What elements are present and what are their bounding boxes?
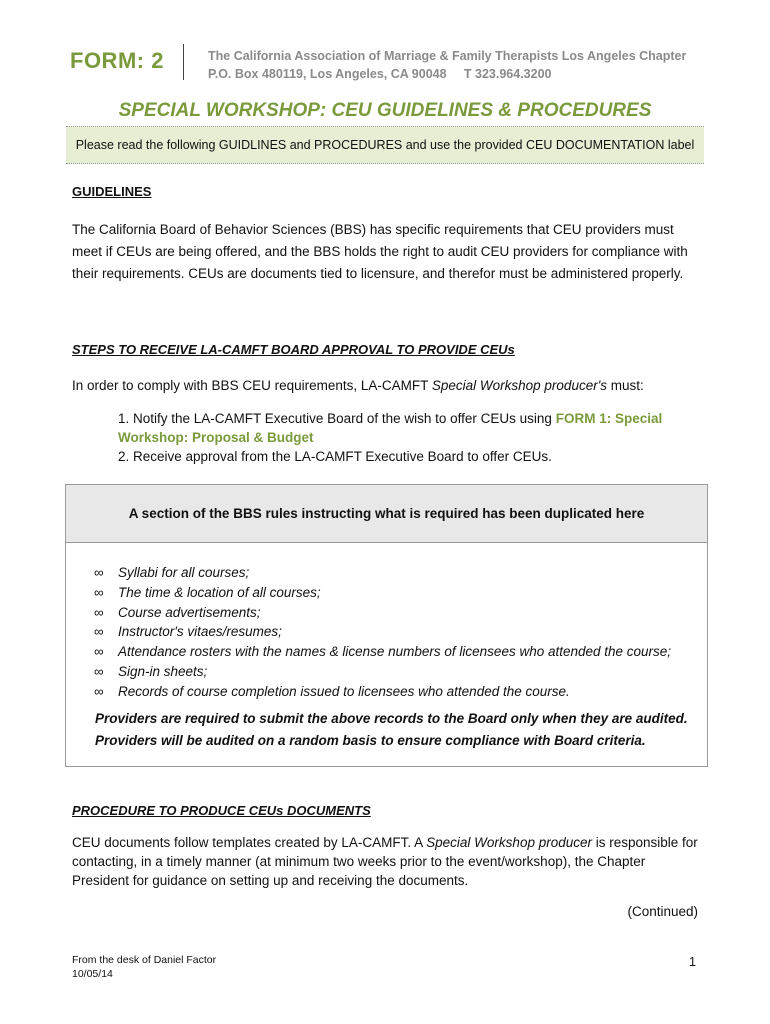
notice-text: Please read the following GUIDLINES and PROCEDURES and use the provided CEU DOCUMENTATION label [75, 138, 695, 152]
steps-heading: STEPS TO RECEIVE LA-CAMFT BOARD APPROVAL TO PROVIDE CEUs [72, 342, 515, 357]
list-item: ∞ Sign-in sheets; [94, 662, 671, 682]
bbs-requirements-list [94, 563, 671, 702]
footer-author: From the desk of Daniel Factor [72, 954, 217, 966]
step-2: 2. Receive approval from the LA-CAMFT Executive Board to offer CEUs. [118, 449, 552, 464]
list-item: ∞ The time & location of all courses; [94, 583, 671, 603]
infinity-bullet-icon: ∞ [94, 644, 104, 660]
infinity-bullet-icon: ∞ [94, 624, 104, 640]
form-number: FORM: 2 [70, 48, 164, 73]
footer [72, 953, 216, 981]
infinity-bullet-icon: ∞ [94, 584, 104, 600]
steps-list [118, 409, 698, 466]
bbs-rules-box [65, 484, 708, 767]
page-number: 1 [689, 955, 696, 969]
org-address: P.O. Box 480119, Los Angeles, CA 90048 T 323.964.3200 [208, 67, 552, 81]
org-info [208, 47, 686, 83]
list-item: ∞ Instructor's vitaes/resumes; [94, 622, 671, 642]
audit-note: Providers are required to submit the above records to the Board only when they are audited. Providers will be audited on a random basis to ensure compliance with Board criteria. [95, 711, 688, 748]
list-item: ∞ Course advertisements; [94, 603, 671, 623]
continued-note: (Continued) [627, 904, 698, 919]
notice-banner [66, 126, 704, 164]
procedure-body: CEU documents follow templates created by LA-CAMFT. A Special Workshop producer is responsible for contacting, in a timely manner (at minimum two weeks prior to the event/workshop), the Chapter President for guidance on setting up and receiving the documents. [72, 835, 698, 888]
bbs-box-heading: A section of the BBS rules instructing what is required has been duplicated here [66, 485, 707, 543]
list-item: ∞ Syllabi for all courses; [94, 563, 671, 583]
list-item: ∞ Records of course completion issued to licensees who attended the course. [94, 682, 671, 702]
step-1: 1. Notify the LA-CAMFT Executive Board of the wish to offer CEUs using FORM 1: Special Workshop: Proposal & Budget [118, 411, 663, 445]
infinity-bullet-icon: ∞ [94, 683, 104, 699]
org-name: The California Association of Marriage & Family Therapists Los Angeles Chapter [208, 49, 687, 63]
page-title: SPECIAL WORKSHOP: CEU GUIDELINES & PROCEDURES [118, 100, 652, 121]
infinity-bullet-icon: ∞ [94, 604, 104, 620]
header-divider [183, 44, 184, 80]
steps-intro: In order to comply with BBS CEU requirements, LA-CAMFT Special Workshop producer's must: [72, 378, 644, 393]
infinity-bullet-icon: ∞ [94, 565, 104, 580]
guidelines-heading: GUIDELINES [72, 184, 152, 199]
guidelines-body: The California Board of Behavior Sciences (BBS) has specific requirements that CEU providers must meet if CEUs are being offered, and the BBS holds the right to audit CEU providers for compliance with their requirements. CEUs are documents tied to licensure, and therefor must be administered properly. [72, 222, 688, 281]
infinity-bullet-icon: ∞ [94, 663, 104, 679]
procedure-heading: PROCEDURE TO PRODUCE CEUs DOCUMENTS [72, 803, 371, 818]
footer-date: 10/05/14 [72, 968, 113, 980]
list-item: ∞ Attendance rosters with the names & license numbers of licensees who attended the course; [94, 642, 671, 662]
form1-reference-link[interactable]: FORM 1: Special Workshop: Proposal & Budget [118, 411, 663, 445]
